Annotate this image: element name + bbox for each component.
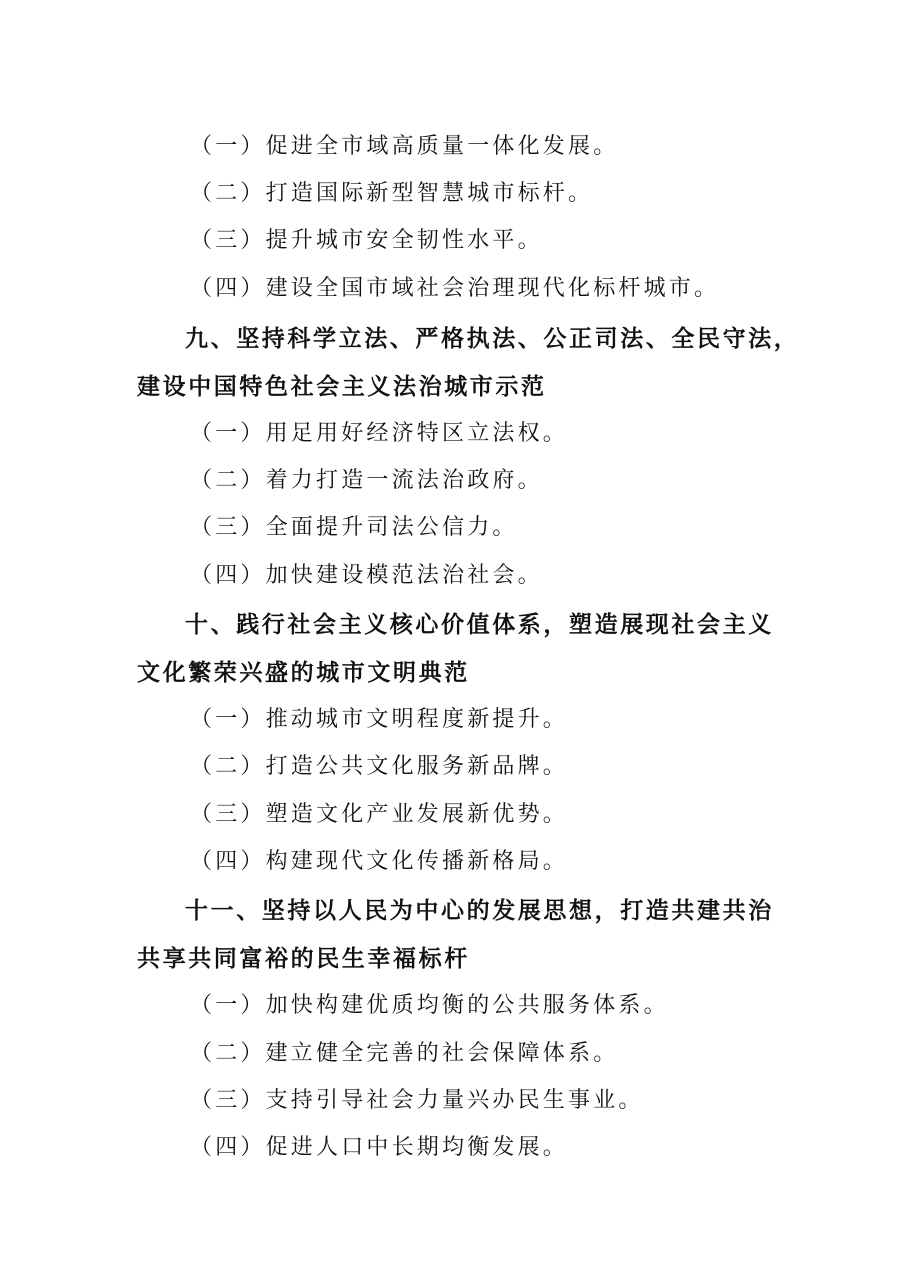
list-item: （二）打造国际新型智慧城市标杆。 <box>190 181 594 206</box>
list-item: （三）支持引导社会力量兴办民生事业。 <box>190 1088 644 1113</box>
section-heading: 九、坚持科学立法、严格执法、公正司法、全民守法， <box>185 326 800 352</box>
section-heading-continuation: 文化繁荣兴盛的城市文明典范 <box>137 660 470 686</box>
list-item: （三）全面提升司法公信力。 <box>190 515 518 540</box>
list-item: （二）着力打造一流法治政府。 <box>190 468 543 493</box>
section-heading: 十、践行社会主义核心价值体系，塑造展现社会主义 <box>185 612 774 638</box>
section-heading: 十一、坚持以人民为中心的发展思想，打造共建共治 <box>185 898 774 924</box>
section-heading-continuation: 共享共同富裕的民生幸福标杆 <box>137 946 470 972</box>
section-heading-continuation: 建设中国特色社会主义法治城市示范 <box>137 374 547 400</box>
list-item: （四）建设全国市域社会治理现代化标杆城市。 <box>190 276 720 301</box>
list-item: （三）提升城市安全韧性水平。 <box>190 228 543 253</box>
list-item: （一）推动城市文明程度新提升。 <box>190 707 569 732</box>
list-item: （四）构建现代文化传播新格局。 <box>190 849 569 874</box>
list-item: （一）用足用好经济特区立法权。 <box>190 421 569 446</box>
list-item: （一）促进全市域高质量一体化发展。 <box>190 134 619 159</box>
list-item: （二）建立健全完善的社会保障体系。 <box>190 1041 619 1066</box>
list-item: （四）加快建设模范法治社会。 <box>190 563 543 588</box>
list-item: （三）塑造文化产业发展新优势。 <box>190 802 569 827</box>
list-item: （一）加快构建优质均衡的公共服务体系。 <box>190 993 669 1018</box>
list-item: （二）打造公共文化服务新品牌。 <box>190 754 569 779</box>
list-item: （四）促进人口中长期均衡发展。 <box>190 1135 569 1160</box>
